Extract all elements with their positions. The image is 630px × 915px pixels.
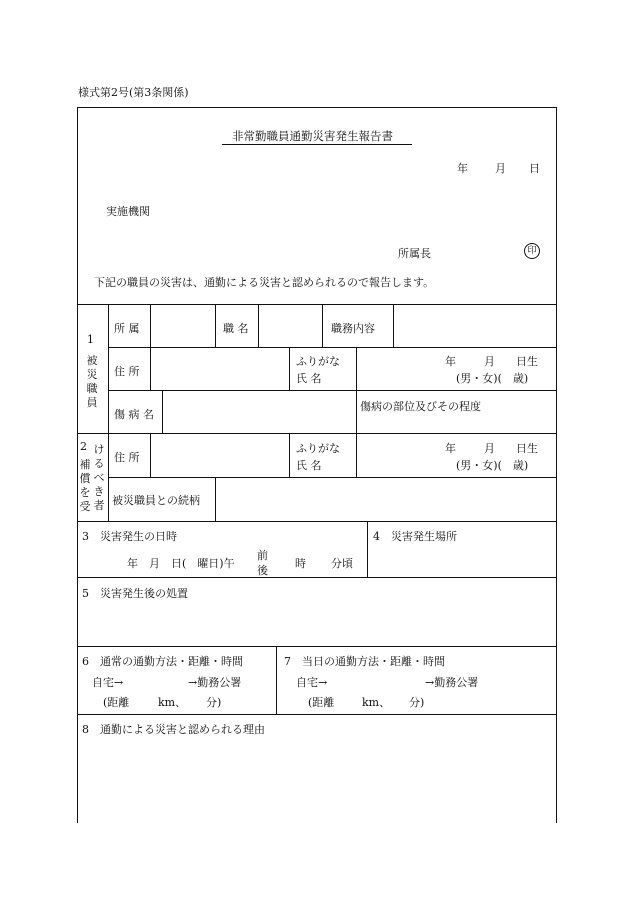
gender-age-2: (男・女)( 歳): [456, 459, 529, 472]
birth-day-2: 日生: [516, 442, 538, 455]
birth-month: 月: [484, 355, 495, 368]
section5-top-line: [77, 577, 557, 578]
furigana-label: ふりがな: [296, 355, 340, 368]
injury-name-label: 傷 病 名: [114, 408, 154, 421]
report-date-day: 日: [529, 162, 540, 175]
section6-distance: (距離: [103, 696, 130, 709]
section8-label: 8 通勤による災害と認められる理由: [82, 723, 265, 736]
gender-age: (男・女)( 歳): [456, 372, 529, 385]
grid-line: [289, 347, 290, 390]
grid-line: [150, 433, 151, 477]
section6-route-to: →勤務公署: [188, 676, 242, 689]
grid-line: [322, 304, 323, 347]
section2-row1-line: [108, 477, 557, 478]
birth-year-2: 年: [445, 442, 456, 455]
section6-route-from: 自宅→: [92, 676, 124, 689]
outer-border-top: [77, 107, 557, 108]
report-date-year: 年: [457, 162, 468, 175]
section3-hour: 時: [295, 557, 306, 570]
section7-distance: (距離: [308, 696, 335, 709]
title-underline: [222, 144, 412, 145]
section7-minutes: 分): [409, 696, 425, 709]
section3-am: 前: [257, 549, 268, 562]
section5-label: 5 災害発生後の処置: [82, 587, 188, 600]
report-statement: 下記の職員の災害は、通勤による災害と認められるので報告します。: [94, 276, 435, 289]
section1-top-line: [77, 304, 557, 305]
outer-border-right: [556, 107, 557, 823]
form-number: 様式第2号(第3条関係): [78, 86, 189, 99]
section3-4-divider: [367, 521, 368, 577]
section3-minute: 分頃: [331, 557, 353, 570]
name-label: 氏 名: [296, 372, 322, 385]
section1-label-divider: [108, 304, 109, 433]
section3-top-line: [77, 521, 557, 522]
section8-top-line: [77, 714, 557, 715]
section1-vertical-label: 被災職員: [86, 354, 98, 409]
section2-top-line: [77, 433, 557, 434]
section4-label: 4 災害発生場所: [373, 530, 457, 543]
agency-label: 実施機関: [106, 205, 150, 218]
grid-line: [289, 433, 290, 477]
section6-top-line: [77, 646, 557, 647]
report-date-month: 月: [495, 162, 506, 175]
grid-line: [393, 304, 394, 347]
position-label: 職 名: [223, 322, 249, 335]
form-title: 非常勤職員通勤災害発生報告書: [232, 129, 393, 143]
section6-km: km、: [158, 696, 187, 709]
birth-day: 日生: [516, 355, 538, 368]
section2-number: 2: [80, 440, 87, 453]
section7-km: km、: [362, 696, 391, 709]
grid-line: [356, 433, 357, 477]
birth-month-2: 月: [484, 442, 495, 455]
section3-pm: 後: [257, 564, 268, 577]
grid-line: [356, 347, 357, 433]
section6-minutes: 分): [206, 696, 222, 709]
grid-line: [215, 477, 216, 521]
section7-label: 7 当日の通勤方法・距離・時間: [284, 655, 445, 668]
section1-row1-line: [108, 347, 557, 348]
injury-part-label: 傷病の部位及びその程度: [360, 400, 481, 413]
grid-line: [150, 304, 151, 347]
birth-year: 年: [445, 355, 456, 368]
seal-mark: 印: [524, 243, 540, 259]
section6-7-divider: [276, 646, 277, 714]
section6-label: 6 通常の通勤方法・距離・時間: [82, 655, 243, 668]
grid-line: [215, 304, 216, 347]
section1-number: 1: [87, 333, 94, 346]
affiliation-label: 所 属: [114, 322, 140, 335]
section2-vertical-label-col2: けるべき者: [93, 443, 105, 512]
grid-line: [258, 304, 259, 347]
section7-route-from: 自宅→: [296, 676, 328, 689]
furigana-label-2: ふりがな: [296, 442, 340, 455]
section3-label: 3 災害発生の日時: [82, 530, 177, 543]
address-label: 住 所: [114, 365, 140, 378]
section1-row2-line: [108, 390, 557, 391]
section7-route-to: →勤務公署: [425, 676, 479, 689]
relation-label: 被災職員との続柄: [112, 494, 200, 507]
address-label-2: 住 所: [114, 451, 140, 464]
head-label: 所属長: [398, 247, 431, 260]
name-label-2: 氏 名: [296, 459, 322, 472]
section3-date-line: 年 月 日( 曜日)午: [127, 557, 235, 570]
grid-line: [162, 390, 163, 433]
grid-line: [150, 347, 151, 390]
section2-vertical-label-col1: 補償を受: [79, 458, 91, 513]
duties-label: 職務内容: [331, 322, 375, 335]
